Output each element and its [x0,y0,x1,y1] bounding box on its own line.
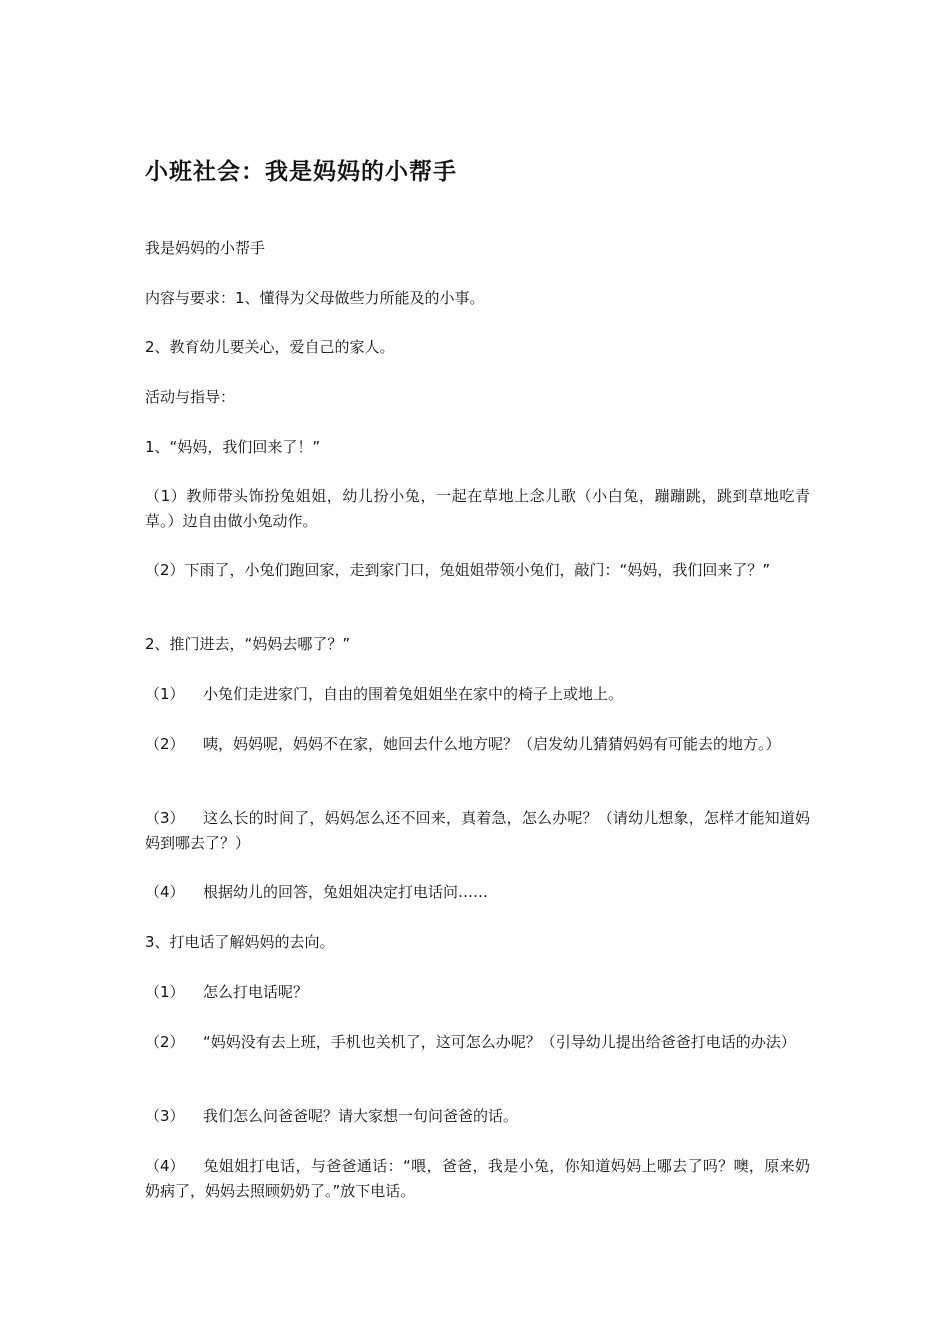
numbered-paragraph [145,732,810,757]
paragraph: 2、推门进去，“妈妈去哪了？” [145,635,351,653]
list-item-text: 咦，妈妈呢，妈妈不在家，她回去什么地方呢？（启发幼儿猜猜妈妈有可能去的地方。） [203,735,781,753]
list-number: （2） [145,1033,185,1051]
list-number: （4） [145,883,185,901]
list-number: （3） [145,1107,185,1125]
document-title: 小班社会：我是妈妈的小帮手 [145,159,457,185]
numbered-paragraph [145,682,810,707]
list-number: （3） [145,809,185,827]
list-item-text: 兔姐姐打电话，与爸爸通话：“喂，爸爸，我是小兔，你知道妈妈上哪去了吗？噢，原来奶奶病了，妈妈去照顾奶奶了。”放下电话。 [145,1157,810,1200]
list-item-text: 怎么打电话呢？ [203,983,309,1001]
paragraph: 1、“妈妈，我们回来了！” [145,438,321,456]
numbered-paragraph [145,1104,810,1129]
paragraph: （1）教师带头饰扮兔姐姐，幼儿扮小兔，一起在草地上念儿歌（小白兔，蹦蹦跳，跳到草地吃青草。）边自由做小兔动作。 [145,487,810,530]
list-number: （1） [145,983,185,1001]
paragraph: （2）下雨了，小兔们跑回家，走到家门口，兔姐姐带领小兔们，敲门：“妈妈，我们回来了？” [145,561,771,579]
numbered-paragraph [145,880,810,905]
list-number: （2） [145,735,185,753]
list-item-text: 这么长的时间了，妈妈怎么还不回来，真着急，怎么办呢？（请幼儿想象，怎样才能知道妈妈到哪去了？） [145,809,810,852]
paragraph: 2、教育幼儿要关心，爱自己的家人。 [145,338,395,356]
list-number: （4） [145,1157,185,1175]
paragraph: 活动与指导： [145,388,236,406]
list-item-text: 小兔们走进家门，自由的围着兔姐姐坐在家中的椅子上或地上。 [203,685,624,703]
list-number: （1） [145,685,185,703]
numbered-paragraph [145,980,810,1005]
numbered-paragraph [145,806,810,856]
numbered-paragraph [145,1030,810,1055]
paragraph: 3、打电话了解妈妈的去向。 [145,933,335,951]
list-item-text: “妈妈没有去上班，手机也关机了，这可怎么办呢？（引导幼儿提出给爸爸打电话的办法） [203,1033,796,1051]
list-item-text: 我们怎么问爸爸呢？请大家想一句问爸爸的话。 [203,1107,519,1125]
paragraph: 我是妈妈的小帮手 [145,239,266,257]
list-item-text: 根据幼儿的回答，兔姐姐决定打电话问…… [203,883,489,901]
numbered-paragraph [145,1154,810,1204]
paragraph: 内容与要求：1、懂得为父母做些力所能及的小事。 [145,289,485,307]
